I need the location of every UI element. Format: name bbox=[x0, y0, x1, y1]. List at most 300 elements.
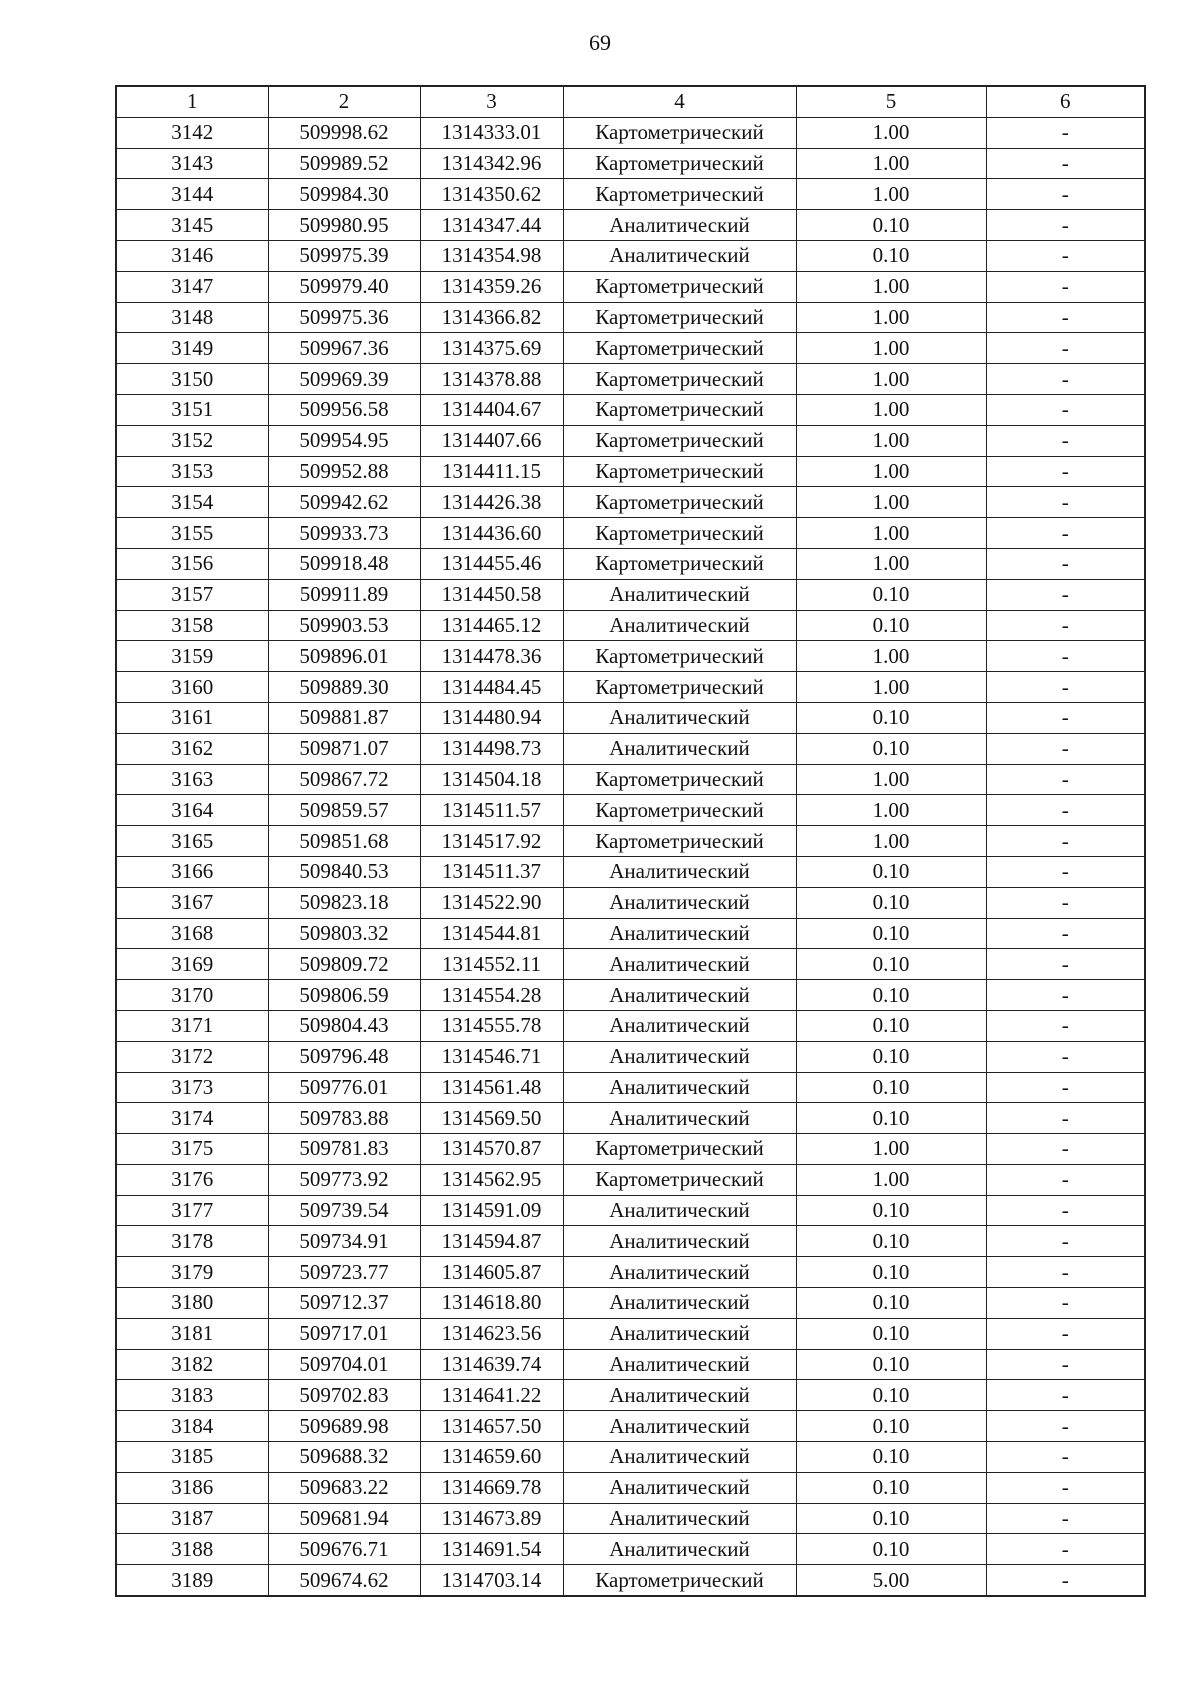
table-row bbox=[116, 1288, 1145, 1319]
accuracy-cell: 1.00 bbox=[796, 364, 986, 395]
table-row bbox=[116, 1164, 1145, 1195]
coord-x-cell: 509956.58 bbox=[268, 394, 420, 425]
point-number-cell: 3142 bbox=[116, 117, 268, 148]
note-cell: - bbox=[986, 826, 1145, 857]
accuracy-cell: 1.00 bbox=[796, 302, 986, 333]
point-number-cell: 3167 bbox=[116, 887, 268, 918]
method-cell: Картометрический bbox=[563, 117, 796, 148]
coord-x-cell: 509681.94 bbox=[268, 1503, 420, 1534]
header-cell: 1 bbox=[116, 86, 268, 117]
coord-y-cell: 1314333.01 bbox=[420, 117, 563, 148]
coord-y-cell: 1314404.67 bbox=[420, 394, 563, 425]
accuracy-cell: 0.10 bbox=[796, 1411, 986, 1442]
table-row bbox=[116, 641, 1145, 672]
point-number-cell: 3162 bbox=[116, 733, 268, 764]
coord-y-cell: 1314511.57 bbox=[420, 795, 563, 826]
point-number-cell: 3173 bbox=[116, 1072, 268, 1103]
coord-x-cell: 509998.62 bbox=[268, 117, 420, 148]
coord-x-cell: 509723.77 bbox=[268, 1257, 420, 1288]
accuracy-cell: 0.10 bbox=[796, 579, 986, 610]
coord-x-cell: 509796.48 bbox=[268, 1041, 420, 1072]
note-cell: - bbox=[986, 702, 1145, 733]
coord-y-cell: 1314517.92 bbox=[420, 826, 563, 857]
coord-x-cell: 509889.30 bbox=[268, 672, 420, 703]
accuracy-cell: 0.10 bbox=[796, 210, 986, 241]
accuracy-cell: 0.10 bbox=[796, 1226, 986, 1257]
coord-x-cell: 509676.71 bbox=[268, 1534, 420, 1565]
coord-x-cell: 509840.53 bbox=[268, 856, 420, 887]
note-cell: - bbox=[986, 1072, 1145, 1103]
point-number-cell: 3179 bbox=[116, 1257, 268, 1288]
accuracy-cell: 1.00 bbox=[796, 518, 986, 549]
method-cell: Аналитический bbox=[563, 856, 796, 887]
method-cell: Аналитический bbox=[563, 702, 796, 733]
coord-y-cell: 1314657.50 bbox=[420, 1411, 563, 1442]
method-cell: Аналитический bbox=[563, 1442, 796, 1473]
accuracy-cell: 1.00 bbox=[796, 456, 986, 487]
accuracy-cell: 1.00 bbox=[796, 641, 986, 672]
table-row bbox=[116, 1442, 1145, 1473]
accuracy-cell: 0.10 bbox=[796, 949, 986, 980]
point-number-cell: 3176 bbox=[116, 1164, 268, 1195]
accuracy-cell: 0.10 bbox=[796, 856, 986, 887]
point-number-cell: 3149 bbox=[116, 333, 268, 364]
table-row bbox=[116, 1472, 1145, 1503]
table-row bbox=[116, 1411, 1145, 1442]
coord-x-cell: 509867.72 bbox=[268, 764, 420, 795]
method-cell: Картометрический bbox=[563, 425, 796, 456]
coord-y-cell: 1314641.22 bbox=[420, 1380, 563, 1411]
point-number-cell: 3144 bbox=[116, 179, 268, 210]
coord-x-cell: 509979.40 bbox=[268, 271, 420, 302]
table-row bbox=[116, 1134, 1145, 1165]
note-cell: - bbox=[986, 487, 1145, 518]
note-cell: - bbox=[986, 394, 1145, 425]
coord-y-cell: 1314552.11 bbox=[420, 949, 563, 980]
method-cell: Аналитический bbox=[563, 1472, 796, 1503]
note-cell: - bbox=[986, 1349, 1145, 1380]
table-row bbox=[116, 1565, 1145, 1596]
method-cell: Аналитический bbox=[563, 949, 796, 980]
point-number-cell: 3172 bbox=[116, 1041, 268, 1072]
header-cell: 2 bbox=[268, 86, 420, 117]
coord-y-cell: 1314562.95 bbox=[420, 1164, 563, 1195]
accuracy-cell: 1.00 bbox=[796, 672, 986, 703]
method-cell: Картометрический bbox=[563, 1134, 796, 1165]
coord-x-cell: 509683.22 bbox=[268, 1472, 420, 1503]
coord-y-cell: 1314498.73 bbox=[420, 733, 563, 764]
table-row bbox=[116, 980, 1145, 1011]
point-number-cell: 3186 bbox=[116, 1472, 268, 1503]
table-row bbox=[116, 487, 1145, 518]
accuracy-cell: 5.00 bbox=[796, 1565, 986, 1596]
table-row bbox=[116, 826, 1145, 857]
table-row bbox=[116, 887, 1145, 918]
coord-x-cell: 509933.73 bbox=[268, 518, 420, 549]
coord-x-cell: 509739.54 bbox=[268, 1195, 420, 1226]
coord-x-cell: 509804.43 bbox=[268, 1010, 420, 1041]
note-cell: - bbox=[986, 579, 1145, 610]
table-row bbox=[116, 1041, 1145, 1072]
note-cell: - bbox=[986, 302, 1145, 333]
accuracy-cell: 0.10 bbox=[796, 1472, 986, 1503]
table-row bbox=[116, 302, 1145, 333]
note-cell: - bbox=[986, 1534, 1145, 1565]
table-row bbox=[116, 518, 1145, 549]
coord-y-cell: 1314484.45 bbox=[420, 672, 563, 703]
table-row bbox=[116, 1534, 1145, 1565]
accuracy-cell: 0.10 bbox=[796, 240, 986, 271]
method-cell: Картометрический bbox=[563, 1164, 796, 1195]
note-cell: - bbox=[986, 1195, 1145, 1226]
point-number-cell: 3187 bbox=[116, 1503, 268, 1534]
method-cell: Аналитический bbox=[563, 1534, 796, 1565]
coord-x-cell: 509942.62 bbox=[268, 487, 420, 518]
table-row bbox=[116, 1103, 1145, 1134]
point-number-cell: 3189 bbox=[116, 1565, 268, 1596]
method-cell: Аналитический bbox=[563, 1411, 796, 1442]
accuracy-cell: 1.00 bbox=[796, 487, 986, 518]
note-cell: - bbox=[986, 980, 1145, 1011]
coord-x-cell: 509809.72 bbox=[268, 949, 420, 980]
method-cell: Аналитический bbox=[563, 1041, 796, 1072]
coord-x-cell: 509702.83 bbox=[268, 1380, 420, 1411]
header-cell: 3 bbox=[420, 86, 563, 117]
accuracy-cell: 1.00 bbox=[796, 425, 986, 456]
coord-x-cell: 509688.32 bbox=[268, 1442, 420, 1473]
header-cell: 6 bbox=[986, 86, 1145, 117]
coord-x-cell: 509851.68 bbox=[268, 826, 420, 857]
table-row bbox=[116, 1257, 1145, 1288]
coord-y-cell: 1314426.38 bbox=[420, 487, 563, 518]
method-cell: Картометрический bbox=[563, 333, 796, 364]
method-cell: Аналитический bbox=[563, 1288, 796, 1319]
note-cell: - bbox=[986, 610, 1145, 641]
coord-y-cell: 1314561.48 bbox=[420, 1072, 563, 1103]
coord-x-cell: 509783.88 bbox=[268, 1103, 420, 1134]
table-row bbox=[116, 1010, 1145, 1041]
point-number-cell: 3153 bbox=[116, 456, 268, 487]
coord-y-cell: 1314703.14 bbox=[420, 1565, 563, 1596]
note-cell: - bbox=[986, 456, 1145, 487]
accuracy-cell: 0.10 bbox=[796, 980, 986, 1011]
accuracy-cell: 0.10 bbox=[796, 1380, 986, 1411]
table-row bbox=[116, 579, 1145, 610]
point-number-cell: 3145 bbox=[116, 210, 268, 241]
coord-y-cell: 1314480.94 bbox=[420, 702, 563, 733]
method-cell: Аналитический bbox=[563, 1318, 796, 1349]
table-row bbox=[116, 672, 1145, 703]
note-cell: - bbox=[986, 672, 1145, 703]
point-number-cell: 3171 bbox=[116, 1010, 268, 1041]
note-cell: - bbox=[986, 1318, 1145, 1349]
method-cell: Картометрический bbox=[563, 1565, 796, 1596]
method-cell: Аналитический bbox=[563, 1010, 796, 1041]
method-cell: Картометрический bbox=[563, 148, 796, 179]
table-header bbox=[116, 86, 1145, 117]
note-cell: - bbox=[986, 1503, 1145, 1534]
note-cell: - bbox=[986, 887, 1145, 918]
point-number-cell: 3165 bbox=[116, 826, 268, 857]
table-row bbox=[116, 240, 1145, 271]
point-number-cell: 3151 bbox=[116, 394, 268, 425]
coord-y-cell: 1314342.96 bbox=[420, 148, 563, 179]
coord-y-cell: 1314407.66 bbox=[420, 425, 563, 456]
point-number-cell: 3143 bbox=[116, 148, 268, 179]
coord-y-cell: 1314618.80 bbox=[420, 1288, 563, 1319]
coord-y-cell: 1314659.60 bbox=[420, 1442, 563, 1473]
point-number-cell: 3147 bbox=[116, 271, 268, 302]
coord-x-cell: 509776.01 bbox=[268, 1072, 420, 1103]
method-cell: Картометрический bbox=[563, 518, 796, 549]
method-cell: Картометрический bbox=[563, 394, 796, 425]
point-number-cell: 3160 bbox=[116, 672, 268, 703]
coord-y-cell: 1314359.26 bbox=[420, 271, 563, 302]
coord-y-cell: 1314673.89 bbox=[420, 1503, 563, 1534]
method-cell: Аналитический bbox=[563, 579, 796, 610]
note-cell: - bbox=[986, 764, 1145, 795]
accuracy-cell: 0.10 bbox=[796, 918, 986, 949]
note-cell: - bbox=[986, 240, 1145, 271]
accuracy-cell: 1.00 bbox=[796, 117, 986, 148]
table-row bbox=[116, 394, 1145, 425]
note-cell: - bbox=[986, 1041, 1145, 1072]
point-number-cell: 3158 bbox=[116, 610, 268, 641]
method-cell: Картометрический bbox=[563, 641, 796, 672]
method-cell: Аналитический bbox=[563, 887, 796, 918]
accuracy-cell: 0.10 bbox=[796, 1010, 986, 1041]
coord-x-cell: 509712.37 bbox=[268, 1288, 420, 1319]
accuracy-cell: 1.00 bbox=[796, 1134, 986, 1165]
table-row bbox=[116, 733, 1145, 764]
table-row bbox=[116, 1226, 1145, 1257]
table-row bbox=[116, 179, 1145, 210]
method-cell: Аналитический bbox=[563, 1380, 796, 1411]
table-row bbox=[116, 764, 1145, 795]
point-number-cell: 3166 bbox=[116, 856, 268, 887]
accuracy-cell: 0.10 bbox=[796, 610, 986, 641]
accuracy-cell: 1.00 bbox=[796, 394, 986, 425]
note-cell: - bbox=[986, 271, 1145, 302]
coord-y-cell: 1314522.90 bbox=[420, 887, 563, 918]
point-number-cell: 3154 bbox=[116, 487, 268, 518]
table-row bbox=[116, 333, 1145, 364]
coord-x-cell: 509674.62 bbox=[268, 1565, 420, 1596]
note-cell: - bbox=[986, 1288, 1145, 1319]
coord-x-cell: 509806.59 bbox=[268, 980, 420, 1011]
point-number-cell: 3183 bbox=[116, 1380, 268, 1411]
coord-x-cell: 509859.57 bbox=[268, 795, 420, 826]
coord-y-cell: 1314411.15 bbox=[420, 456, 563, 487]
coord-y-cell: 1314375.69 bbox=[420, 333, 563, 364]
coord-y-cell: 1314570.87 bbox=[420, 1134, 563, 1165]
method-cell: Аналитический bbox=[563, 733, 796, 764]
method-cell: Аналитический bbox=[563, 210, 796, 241]
coord-y-cell: 1314511.37 bbox=[420, 856, 563, 887]
method-cell: Аналитический bbox=[563, 1257, 796, 1288]
coord-x-cell: 509803.32 bbox=[268, 918, 420, 949]
note-cell: - bbox=[986, 1103, 1145, 1134]
coord-y-cell: 1314478.36 bbox=[420, 641, 563, 672]
table-row bbox=[116, 918, 1145, 949]
method-cell: Картометрический bbox=[563, 548, 796, 579]
point-number-cell: 3150 bbox=[116, 364, 268, 395]
table-row bbox=[116, 117, 1145, 148]
coord-y-cell: 1314455.46 bbox=[420, 548, 563, 579]
table-row bbox=[116, 795, 1145, 826]
coordinates-table bbox=[115, 85, 1146, 1597]
method-cell: Картометрический bbox=[563, 179, 796, 210]
coord-y-cell: 1314691.54 bbox=[420, 1534, 563, 1565]
note-cell: - bbox=[986, 1442, 1145, 1473]
coord-y-cell: 1314591.09 bbox=[420, 1195, 563, 1226]
table-body bbox=[116, 117, 1145, 1596]
point-number-cell: 3152 bbox=[116, 425, 268, 456]
table-row bbox=[116, 364, 1145, 395]
coord-x-cell: 509984.30 bbox=[268, 179, 420, 210]
method-cell: Картометрический bbox=[563, 826, 796, 857]
note-cell: - bbox=[986, 1164, 1145, 1195]
point-number-cell: 3159 bbox=[116, 641, 268, 672]
coord-y-cell: 1314555.78 bbox=[420, 1010, 563, 1041]
coord-x-cell: 509704.01 bbox=[268, 1349, 420, 1380]
note-cell: - bbox=[986, 1411, 1145, 1442]
coord-y-cell: 1314623.56 bbox=[420, 1318, 563, 1349]
note-cell: - bbox=[986, 548, 1145, 579]
coord-y-cell: 1314450.58 bbox=[420, 579, 563, 610]
coord-x-cell: 509989.52 bbox=[268, 148, 420, 179]
point-number-cell: 3185 bbox=[116, 1442, 268, 1473]
coord-x-cell: 509967.36 bbox=[268, 333, 420, 364]
table-row bbox=[116, 610, 1145, 641]
note-cell: - bbox=[986, 949, 1145, 980]
table-row bbox=[116, 702, 1145, 733]
point-number-cell: 3188 bbox=[116, 1534, 268, 1565]
note-cell: - bbox=[986, 641, 1145, 672]
point-number-cell: 3181 bbox=[116, 1318, 268, 1349]
accuracy-cell: 0.10 bbox=[796, 1072, 986, 1103]
accuracy-cell: 0.10 bbox=[796, 733, 986, 764]
point-number-cell: 3170 bbox=[116, 980, 268, 1011]
accuracy-cell: 1.00 bbox=[796, 1164, 986, 1195]
accuracy-cell: 1.00 bbox=[796, 795, 986, 826]
note-cell: - bbox=[986, 425, 1145, 456]
coord-y-cell: 1314354.98 bbox=[420, 240, 563, 271]
note-cell: - bbox=[986, 148, 1145, 179]
point-number-cell: 3174 bbox=[116, 1103, 268, 1134]
accuracy-cell: 1.00 bbox=[796, 764, 986, 795]
coord-x-cell: 509969.39 bbox=[268, 364, 420, 395]
note-cell: - bbox=[986, 1257, 1145, 1288]
accuracy-cell: 1.00 bbox=[796, 148, 986, 179]
header-row bbox=[116, 86, 1145, 117]
point-number-cell: 3163 bbox=[116, 764, 268, 795]
method-cell: Картометрический bbox=[563, 672, 796, 703]
accuracy-cell: 0.10 bbox=[796, 1103, 986, 1134]
header-cell: 4 bbox=[563, 86, 796, 117]
method-cell: Картометрический bbox=[563, 271, 796, 302]
point-number-cell: 3164 bbox=[116, 795, 268, 826]
table-row bbox=[116, 949, 1145, 980]
method-cell: Аналитический bbox=[563, 610, 796, 641]
accuracy-cell: 0.10 bbox=[796, 1442, 986, 1473]
accuracy-cell: 0.10 bbox=[796, 1195, 986, 1226]
coord-x-cell: 509918.48 bbox=[268, 548, 420, 579]
method-cell: Аналитический bbox=[563, 1072, 796, 1103]
method-cell: Картометрический bbox=[563, 302, 796, 333]
point-number-cell: 3178 bbox=[116, 1226, 268, 1257]
coord-x-cell: 509689.98 bbox=[268, 1411, 420, 1442]
coord-x-cell: 509952.88 bbox=[268, 456, 420, 487]
coord-x-cell: 509823.18 bbox=[268, 887, 420, 918]
method-cell: Картометрический bbox=[563, 487, 796, 518]
accuracy-cell: 0.10 bbox=[796, 1288, 986, 1319]
point-number-cell: 3146 bbox=[116, 240, 268, 271]
coord-x-cell: 509954.95 bbox=[268, 425, 420, 456]
table-row bbox=[116, 1318, 1145, 1349]
point-number-cell: 3182 bbox=[116, 1349, 268, 1380]
table-row bbox=[116, 1380, 1145, 1411]
note-cell: - bbox=[986, 1010, 1145, 1041]
method-cell: Аналитический bbox=[563, 1226, 796, 1257]
coord-y-cell: 1314544.81 bbox=[420, 918, 563, 949]
point-number-cell: 3148 bbox=[116, 302, 268, 333]
method-cell: Картометрический bbox=[563, 764, 796, 795]
table-row bbox=[116, 548, 1145, 579]
point-number-cell: 3184 bbox=[116, 1411, 268, 1442]
method-cell: Аналитический bbox=[563, 980, 796, 1011]
coord-y-cell: 1314669.78 bbox=[420, 1472, 563, 1503]
note-cell: - bbox=[986, 918, 1145, 949]
accuracy-cell: 0.10 bbox=[796, 1503, 986, 1534]
coord-y-cell: 1314554.28 bbox=[420, 980, 563, 1011]
header-cell: 5 bbox=[796, 86, 986, 117]
note-cell: - bbox=[986, 1134, 1145, 1165]
coord-y-cell: 1314436.60 bbox=[420, 518, 563, 549]
point-number-cell: 3169 bbox=[116, 949, 268, 980]
table-row bbox=[116, 148, 1145, 179]
table-row bbox=[116, 425, 1145, 456]
note-cell: - bbox=[986, 856, 1145, 887]
page-number: 69 bbox=[589, 30, 611, 55]
coord-x-cell: 509975.39 bbox=[268, 240, 420, 271]
table-row bbox=[116, 856, 1145, 887]
accuracy-cell: 0.10 bbox=[796, 1534, 986, 1565]
coord-x-cell: 509773.92 bbox=[268, 1164, 420, 1195]
point-number-cell: 3155 bbox=[116, 518, 268, 549]
method-cell: Картометрический bbox=[563, 456, 796, 487]
coord-y-cell: 1314465.12 bbox=[420, 610, 563, 641]
point-number-cell: 3175 bbox=[116, 1134, 268, 1165]
coord-x-cell: 509975.36 bbox=[268, 302, 420, 333]
note-cell: - bbox=[986, 1380, 1145, 1411]
table-row bbox=[116, 271, 1145, 302]
table-row bbox=[116, 1072, 1145, 1103]
accuracy-cell: 0.10 bbox=[796, 702, 986, 733]
method-cell: Аналитический bbox=[563, 1103, 796, 1134]
accuracy-cell: 1.00 bbox=[796, 333, 986, 364]
coord-y-cell: 1314546.71 bbox=[420, 1041, 563, 1072]
note-cell: - bbox=[986, 1565, 1145, 1596]
accuracy-cell: 0.10 bbox=[796, 1041, 986, 1072]
coord-y-cell: 1314350.62 bbox=[420, 179, 563, 210]
note-cell: - bbox=[986, 733, 1145, 764]
method-cell: Аналитический bbox=[563, 1503, 796, 1534]
note-cell: - bbox=[986, 1472, 1145, 1503]
point-number-cell: 3157 bbox=[116, 579, 268, 610]
method-cell: Картометрический bbox=[563, 364, 796, 395]
note-cell: - bbox=[986, 364, 1145, 395]
